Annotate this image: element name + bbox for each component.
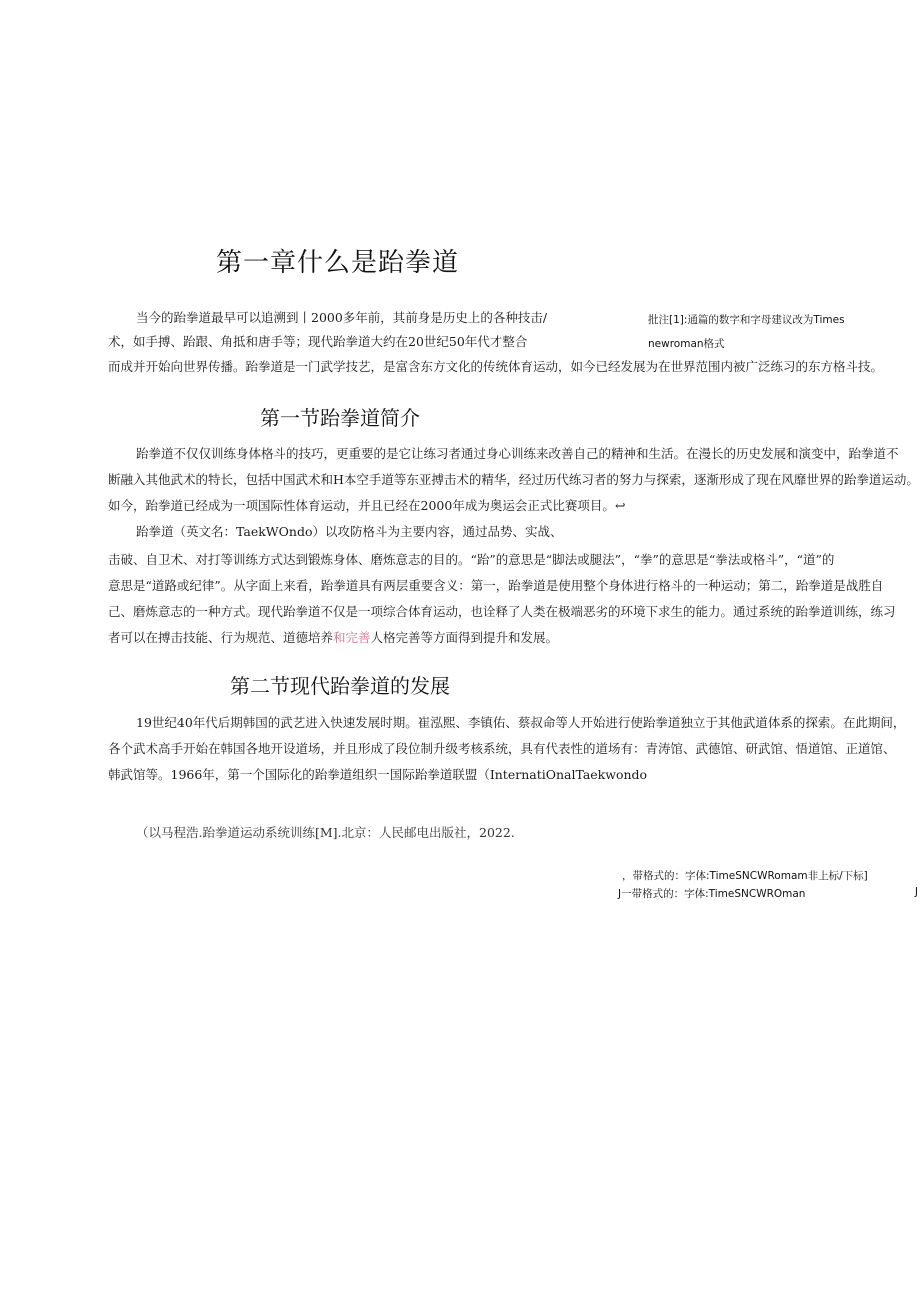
line-5-text-a: 者可以在搏击技能、行为规范、道德培养 — [108, 630, 334, 645]
section-2-paragraph-1-line-2: 各个武术高手开始在韩国各地开设道场，并且形成了段位制升级考核系统，具有代表性的道场有：青涛馆、武德馆、研武馆、悟道馆、正道馆、 — [108, 741, 896, 756]
section-1-paragraph-2-line-5 — [108, 631, 558, 644]
tracked-insertion[interactable]: 和完善 — [333, 630, 371, 645]
section-1-paragraph-2-line-4: 己、磨炼意志的一种方式。现代跆拳道不仅是一项综合体育运动，也诠释了人类在极端恶劣的环境下求生的能力。通过系统的跆拳道训练，练习 — [108, 604, 896, 619]
section-1-title: 第一节跆拳道简介 — [260, 406, 420, 430]
section-1-paragraph-1-line-1: 跆拳道不仅仅训练身体格斗的技巧，更重要的是它让练习者通过身心训练来改善自己的精神和生活。在漫长的历史发展和演变中，跆拳道不 — [136, 446, 899, 461]
section-1-paragraph-1-line-2: 断融入其他武术的特长，包括中国武术和H本空手道等东亚搏击术的精华，经过历代练习者的努力与探索，逐渐形成了现在风靡世界的跆拳道运动。 — [108, 472, 919, 487]
format-note-2-suffix: J — [914, 886, 918, 898]
section-1-paragraph-2-line-1: 跆拳道（英文名：TaekWOndo）以攻防格斗为主要内容，通过品势、实战、 — [136, 524, 563, 539]
format-note-2-prefix: J一 — [618, 888, 632, 900]
section-1-paragraph-2-line-3: 意思是“道路或纪律”。从字面上来看，跆拳道具有两层重要含义：第一，跆拳道是使用整个身体进行格斗的一种运动；第二，跆拳道是战胜自 — [108, 578, 884, 593]
format-note-2-text: 带格式的：字体:TimeSNCWROman — [631, 888, 806, 900]
review-comment-line-2[interactable]: newroman格式 — [648, 338, 725, 350]
section-2-paragraph-1-line-1: 19世纪40年代后期韩国的武艺进入快速发展时期。崔泓熙、李镇佑、蔡叔命等人开始进行使跆拳道独立于其他武道体系的探索。在此期间， — [136, 715, 906, 730]
intro-line-2: 术，如手搏、跆跟、角抵和唐手等；现代跆拳道大约在20世纪50年代才整合 — [108, 334, 528, 349]
footnote: （以马程浩.跆拳道运动系统训练[M].北京：人民邮电出版社，2022. — [136, 825, 515, 840]
review-comment-line-1[interactable]: 批注[1]:通篇的数字和字母建议改为Times — [648, 314, 845, 326]
intro-line-3: 而成并开始向世界传播。跆拳道是一门武学技艺，是富含东方文化的传统体育运动，如今已经发展为在世界范围内被广泛练习的东方格斗技。 — [108, 359, 884, 374]
section-1-paragraph-1-line-3: 如今，跆拳道已经成为一项国际性体育运动，并且已经在2000年成为奥运会正式比赛项目。↩ — [108, 498, 626, 513]
format-note-1[interactable]: ，带格式的：字体:TimeSNCWRomam非上标/下标] — [622, 870, 868, 882]
chapter-title: 第一章什么是跆拳道 — [216, 248, 460, 278]
format-note-2[interactable] — [618, 886, 918, 901]
section-2-paragraph-1-line-3: 韩武馆等。1966年，第一个国际化的跆拳道组织一国际跆拳道联盟（InternatiOnalTaekwondo — [108, 767, 648, 782]
intro-line-1: 当今的跆拳道最早可以追溯到丨2000多年前，其前身是历史上的各种技击/ — [136, 310, 548, 325]
section-1-paragraph-2-line-2: 击破、自卫术、对打等训练方式达到锻炼身体、磨炼意志的目的。“跆”的意思是“脚法或腿法”，“拳”的意思是“拳法或格斗”，“道”的 — [108, 552, 835, 567]
line-5-text-c: 人格完善等方面得到提升和发展。 — [370, 630, 559, 645]
section-2-title: 第二节现代跆拳道的发展 — [230, 674, 450, 698]
